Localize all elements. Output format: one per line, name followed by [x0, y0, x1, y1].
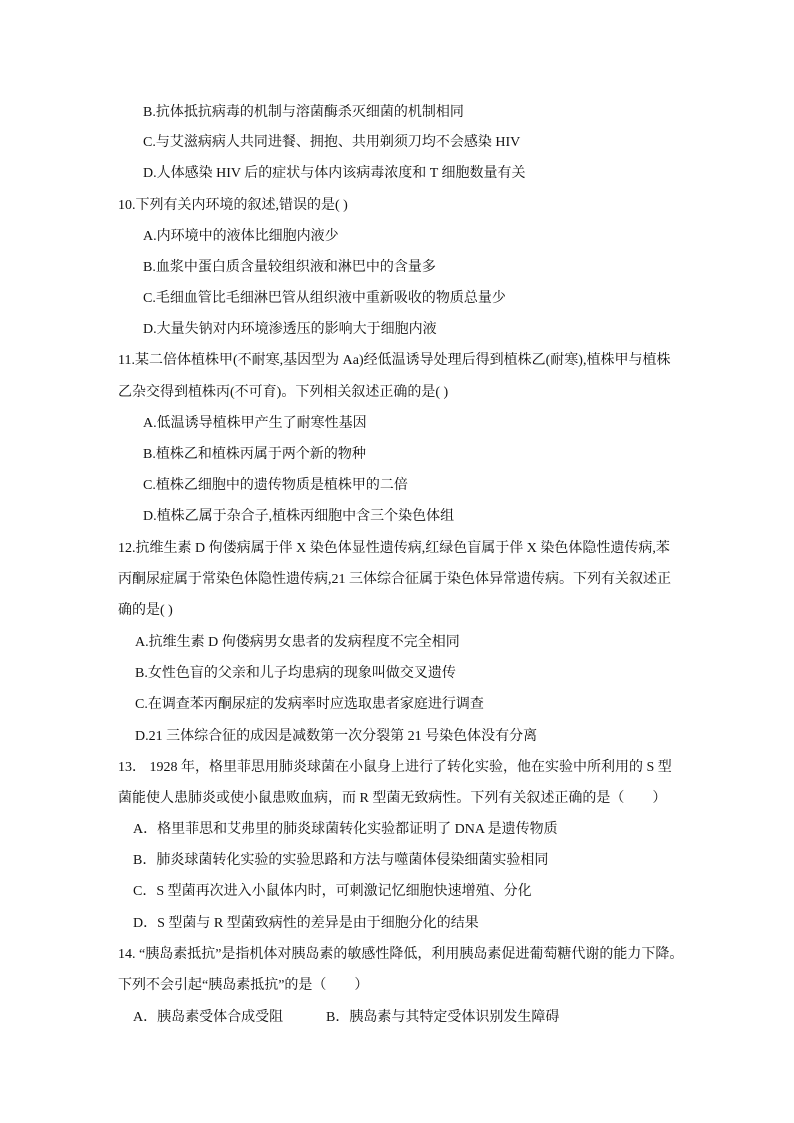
q10-option-d: D.大量失钠对内环境渗透压的影响大于细胞内液 — [143, 322, 437, 337]
q10-option-c: C.毛细血管比毛细淋巴管从组织液中重新吸收的物质总量少 — [143, 291, 506, 306]
q13-stem-line-2: 菌能使人患肺炎或使小鼠患败血病，而 R 型菌无致病性。下列有关叙述正确的是（ ） — [118, 791, 667, 806]
q11-option-d: D.植株乙属于杂合子,植株丙细胞中含三个染色体组 — [143, 509, 455, 524]
q14-stem-line-1: 14. “胰岛素抵抗”是指机体对胰岛素的敏感性降低，利用胰岛素促进葡萄糖代谢的能力下降。 — [118, 947, 684, 962]
q12-option-a: A.抗维生素 D 佝偻病男女患者的发病程度不完全相同 — [135, 635, 460, 650]
q13-option-a: A．格里菲思和艾弗里的肺炎球菌转化实验都证明了 DNA 是遗传物质 — [133, 822, 558, 837]
q13-stem-line-1: 13． 1928 年，格里菲思用肺炎球菌在小鼠身上进行了转化实验，他在实验中所利用的 S 型 — [118, 760, 672, 775]
q14-stem-line-2: 下列不会引起“胰岛素抵抗”的是（ ） — [118, 978, 369, 993]
q10-option-b: B.血浆中蛋白质含量较组织液和淋巴中的含量多 — [143, 260, 436, 275]
q13-option-b: B．肺炎球菌转化实验的实验思路和方法与噬菌体侵染细菌实验相同 — [133, 853, 549, 868]
q13-option-d: D．S 型菌与 R 型菌致病性的差异是由于细胞分化的结果 — [133, 916, 479, 931]
q9-option-d: D.人体感染 HIV 后的症状与体内该病毒浓度和 T 细胞数量有关 — [143, 166, 526, 181]
q11-option-c: C.植株乙细胞中的遗传物质是植株甲的二倍 — [143, 478, 408, 493]
q10-stem-line-1: 10.下列有关内环境的叙述,错误的是( ) — [118, 198, 348, 213]
q10-option-a: A.内环境中的液体比细胞内液少 — [143, 229, 339, 244]
q12-stem-line-2: 丙酮尿症属于常染色体隐性遗传病,21 三体综合征属于染色体异常遗传病。下列有关叙述正 — [118, 572, 671, 587]
q12-option-c: C.在调查苯丙酮尿症的发病率时应选取患者家庭进行调查 — [135, 697, 484, 712]
q11-stem-line-1: 11.某二倍体植株甲(不耐寒,基因型为 Aa)经低温诱导处理后得到植株乙(耐寒),植株甲与植株 — [118, 353, 671, 368]
q12-stem-line-3: 确的是( ) — [118, 603, 173, 618]
q9-option-c: C.与艾滋病病人共同进餐、拥抱、共用剃须刀均不会感染 HIV — [143, 135, 521, 150]
q14-option-a: A．胰岛素受体合成受阻 — [133, 1010, 284, 1025]
q12-option-b: B.女性色盲的父亲和儿子均患病的现象叫做交叉遗传 — [135, 666, 456, 681]
q13-option-c: C．S 型菌再次进入小鼠体内时，可刺激记忆细胞快速增殖、分化 — [133, 884, 532, 899]
q11-option-a: A.低温诱导植株甲产生了耐寒性基因 — [143, 416, 367, 431]
q14-option-b: B．胰岛素与其特定受体识别发生障碍 — [326, 1010, 560, 1025]
q11-option-b: B.植株乙和植株丙属于两个新的物种 — [143, 447, 366, 462]
q12-option-d: D.21 三体综合征的成因是减数第一次分裂第 21 号染色体没有分离 — [135, 729, 538, 744]
q12-stem-line-1: 12.抗维生素 D 佝偻病属于伴 X 染色体显性遗传病,红绿色盲属于伴 X 染色体隐性遗传病,苯 — [118, 541, 670, 556]
q9-option-b: B.抗体抵抗病毒的机制与溶菌酶杀灭细菌的机制相同 — [143, 105, 464, 120]
q11-stem-line-2: 乙杂交得到植株丙(不可育)。下列相关叙述正确的是( ) — [118, 385, 449, 400]
